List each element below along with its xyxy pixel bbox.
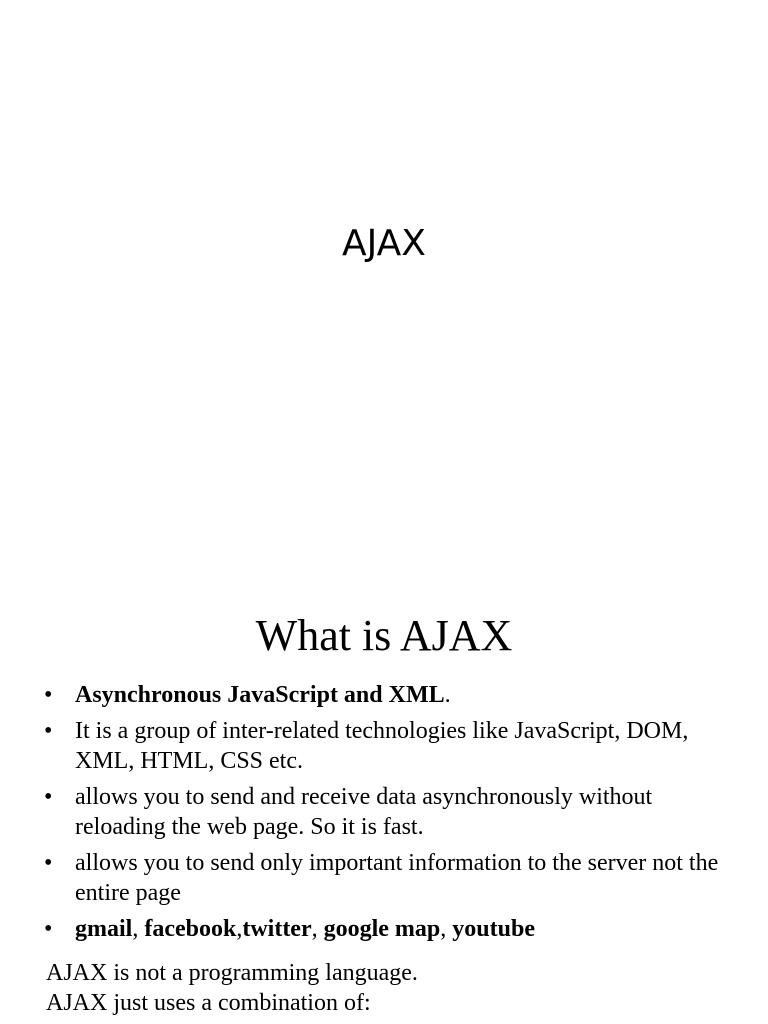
bullet-dot-icon: • <box>44 784 53 810</box>
separator-text: , <box>132 916 145 942</box>
bullet-dot-icon: • <box>44 850 53 876</box>
separator-text: , <box>311 916 324 942</box>
ajax-expansion-text: Asynchronous JavaScript and XML <box>75 682 445 708</box>
bullet-item-async <box>44 782 744 842</box>
separator-text: , <box>440 916 453 942</box>
bullet-item-important-info <box>44 848 744 908</box>
bullet-dot-icon: • <box>44 718 53 744</box>
example-facebook: facebook <box>144 916 237 942</box>
example-gmail: gmail <box>75 916 133 942</box>
plain-text-block <box>46 958 418 1018</box>
bullet-text: allows you to send only important information to the server not the entire page <box>75 850 719 906</box>
bullet-item-definition <box>44 680 744 710</box>
slide-title-ajax: AJAX <box>342 223 426 264</box>
example-twitter: twitter <box>242 916 312 942</box>
bullet-item-technologies <box>44 716 744 776</box>
bullet-dot-icon: • <box>44 916 53 942</box>
bullet-text: It is a group of inter-related technologies like JavaScript, DOM, XML, HTML, CSS etc. <box>75 718 689 774</box>
example-google-map: google map <box>323 916 441 942</box>
period-text: . <box>444 682 451 708</box>
example-youtube: youtube <box>452 916 535 942</box>
bullet-list <box>44 680 744 950</box>
separator-text: , <box>236 916 243 942</box>
bullet-dot-icon: • <box>44 682 53 708</box>
bullet-text: allows you to send and receive data asynchronously without reloading the web page. So it is fast. <box>75 784 653 840</box>
not-programming-language-line: AJAX is not a programming language. <box>46 960 418 986</box>
bullet-item-examples <box>44 914 744 944</box>
combination-of-line: AJAX just uses a combination of: <box>46 990 371 1016</box>
slide-title-what-is-ajax: What is AJAX <box>255 611 513 660</box>
